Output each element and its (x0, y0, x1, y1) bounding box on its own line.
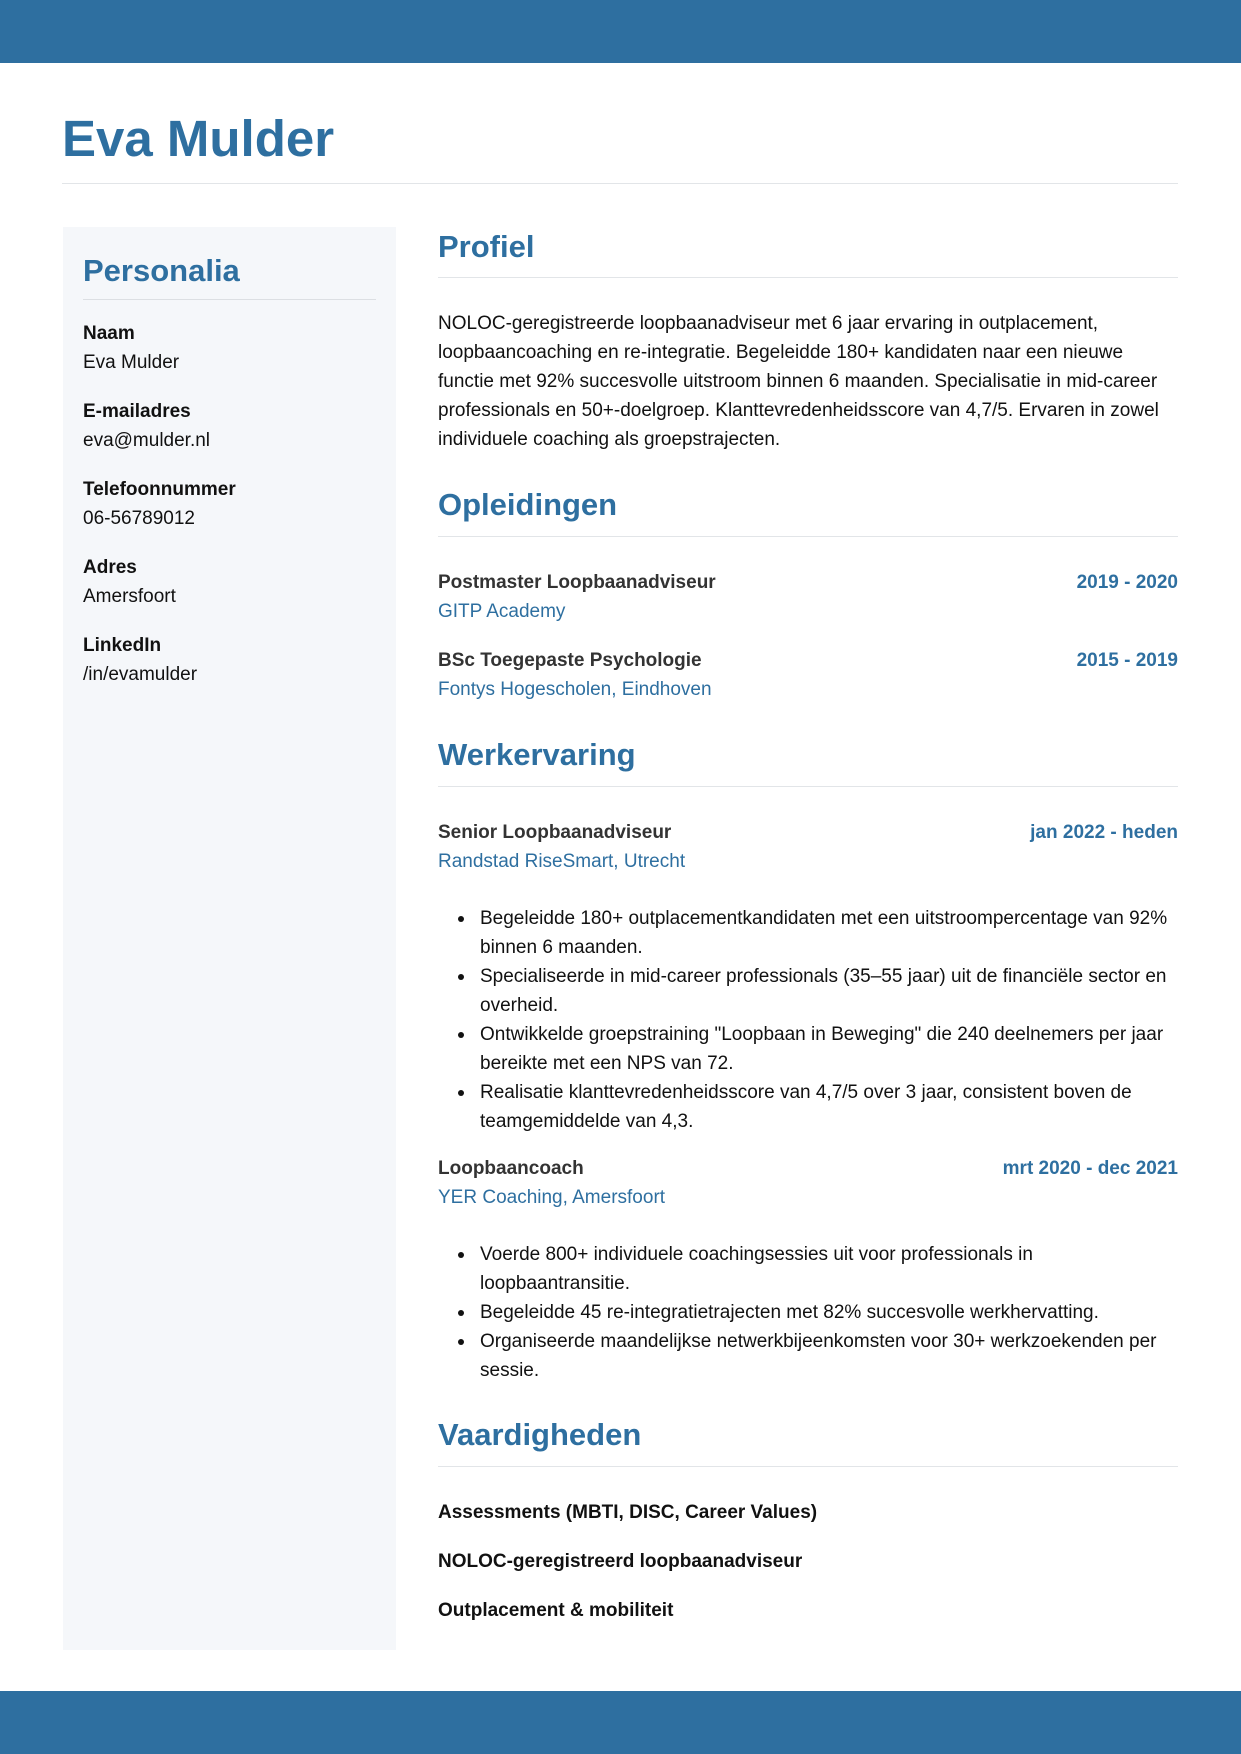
sidebar-heading: Personalia (83, 253, 240, 288)
list-item: Begeleidde 45 re-integratietrajecten met 82% succesvolle werkhervatting. (480, 1298, 1178, 1327)
field-value: Eva Mulder (83, 352, 180, 373)
job-achievements (438, 904, 1178, 1136)
section-divider (438, 536, 1178, 537)
education-institution: Fontys Hogescholen, Eindhoven (438, 679, 712, 700)
job-achievements (438, 1240, 1178, 1385)
job-employer: YER Coaching, Amersfoort (438, 1187, 666, 1208)
field-email (83, 397, 376, 455)
section-divider (438, 786, 1178, 787)
skill-item: Outplacement & mobiliteit (438, 1600, 674, 1621)
field-address (83, 553, 376, 611)
list-item: Realisatie klanttevredenheidsscore van 4,7/5 over 3 jaar, consistent boven de teamgemiddelde van 4,3. (480, 1078, 1178, 1136)
field-name (83, 319, 376, 377)
list-item: Ontwikkelde groepstraining "Loopbaan in Beweging" die 240 deelnemers per jaar bereikte met een NPS van 72. (480, 1020, 1178, 1078)
sidebar-divider (83, 299, 376, 300)
job-title: Senior Loopbaanadviseur (438, 822, 672, 843)
field-value: /in/evamulder (83, 664, 198, 685)
education-date: 2015 - 2019 (1076, 650, 1178, 671)
section-heading-education: Opleidingen (438, 487, 618, 522)
job-date: jan 2022 - heden (1030, 822, 1178, 843)
section-heading-experience: Werkervaring (438, 737, 636, 772)
education-title: BSc Toegepaste Psychologie (438, 650, 702, 671)
field-label: Naam (83, 323, 135, 344)
field-label: LinkedIn (83, 635, 162, 656)
personal-info-sidebar (63, 227, 396, 1650)
field-value: Amersfoort (83, 586, 176, 607)
field-label: Adres (83, 557, 137, 578)
list-item: Organiseerde maandelijkse netwerkbijeenkomsten voor 30+ werkzoekenden per sessie. (480, 1327, 1178, 1385)
profile-summary: NOLOC-geregistreerde loopbaanadviseur met 6 jaar ervaring in outplacement, loopbaancoaching en re-integratie. Begeleidde 180+ kandidaten naar een nieuwe functie met 92% succesvolle uitstroom binnen 6 maanden. Specialisatie in mid-career professionals en 50+-doelgroep. Klanttevredenheidsscore van 4,7/5. Ervaren in zowel individuele coaching als groepstrajecten. (438, 313, 1159, 450)
skill-item: NOLOC-geregistreerd loopbaanadviseur (438, 1551, 803, 1572)
field-linkedin (83, 631, 376, 689)
page-title: Eva Mulder (62, 110, 335, 167)
job-date: mrt 2020 - dec 2021 (1002, 1158, 1178, 1179)
field-label: Telefoonnummer (83, 479, 236, 500)
field-label: E-mailadres (83, 401, 191, 422)
main-content (438, 0, 1178, 1690)
field-value: eva@mulder.nl (83, 430, 211, 451)
section-divider (438, 277, 1178, 278)
section-heading-skills: Vaardigheden (438, 1417, 642, 1452)
list-item: Voerde 800+ individuele coachingsessies uit voor professionals in loopbaantransitie. (480, 1240, 1178, 1298)
list-item: Specialiseerde in mid-career professionals (35–55 jaar) uit de financiële sector en overheid. (480, 962, 1178, 1020)
field-phone (83, 475, 376, 533)
job-title: Loopbaancoach (438, 1158, 584, 1179)
skill-item: Assessments (MBTI, DISC, Career Values) (438, 1502, 818, 1523)
bottom-accent-bar (0, 1691, 1241, 1754)
section-divider (438, 1466, 1178, 1467)
job-employer: Randstad RiseSmart, Utrecht (438, 851, 686, 872)
education-institution: GITP Academy (438, 601, 566, 622)
list-item: Begeleidde 180+ outplacementkandidaten met een uitstroompercentage van 92% binnen 6 maanden. (480, 904, 1178, 962)
education-date: 2019 - 2020 (1076, 572, 1178, 593)
education-title: Postmaster Loopbaanadviseur (438, 572, 716, 593)
section-heading-profile: Profiel (438, 229, 535, 264)
field-value: 06-56789012 (83, 508, 195, 529)
